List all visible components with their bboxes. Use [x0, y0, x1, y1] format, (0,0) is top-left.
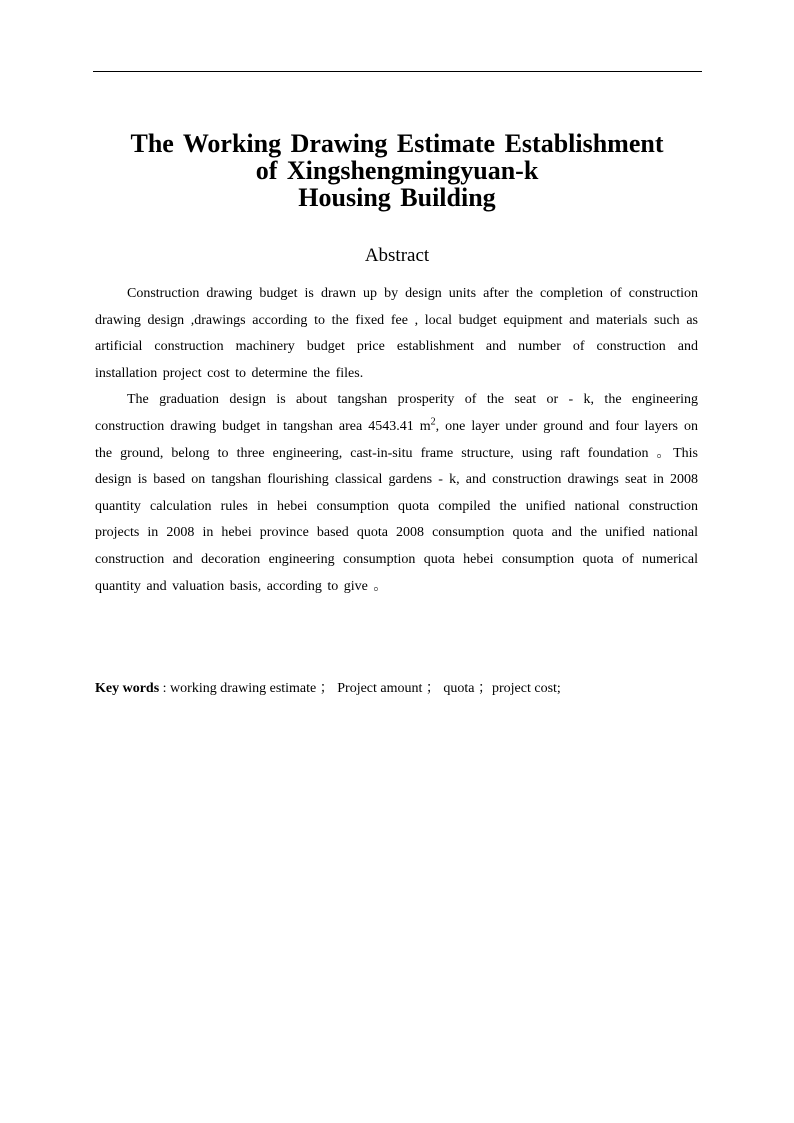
title-line-2: of Xingshengmingyuan-k: [255, 156, 539, 185]
abstract-paragraph-2: [95, 387, 698, 600]
abstract-body: [95, 281, 698, 600]
paragraph-2-text-b: , one layer under ground and four layers on the ground, belong to three engineering, cast-in-situ frame structure, using raft foundation 。This design is based on tangshan flourishing classical gardens - k, and construction drawings seat in 2008 quantity calculation rules in hebei consumption quota compiled the unified national construction projects in 2008 in hebei province based quota 2008 consumption quota and the unified national construction and decoration engineering consumption quota hebei consumption quota of numerical quantity and valuation basis, according to give 。: [95, 418, 698, 594]
keywords-line: [95, 677, 698, 701]
keywords-text: : working drawing estimate ； Project amount ； quota ；project cost;: [159, 681, 561, 696]
keywords-label: Key words: [95, 681, 160, 696]
header-rule: [93, 71, 702, 72]
abstract-paragraph-1: Construction drawing budget is drawn up by design units after the completion of construction drawing design ,drawings according to the fixed fee , local budget equipment and materials such as artificial construction machinery budget price establishment and number of construction and installation project cost to determine the files.: [95, 286, 698, 381]
document-title: [60, 130, 734, 211]
abstract-heading: Abstract: [364, 245, 430, 266]
title-line-1: The Working Drawing Estimate Establishment: [130, 129, 664, 158]
title-line-3: Housing Building: [298, 183, 496, 212]
paragraph-2-text-a: The graduation design is about tangshan prosperity of the seat or - k, the engineering construction drawing budget in tangshan area 4543.41 m: [95, 392, 698, 434]
superscript-2: 2: [430, 416, 436, 428]
